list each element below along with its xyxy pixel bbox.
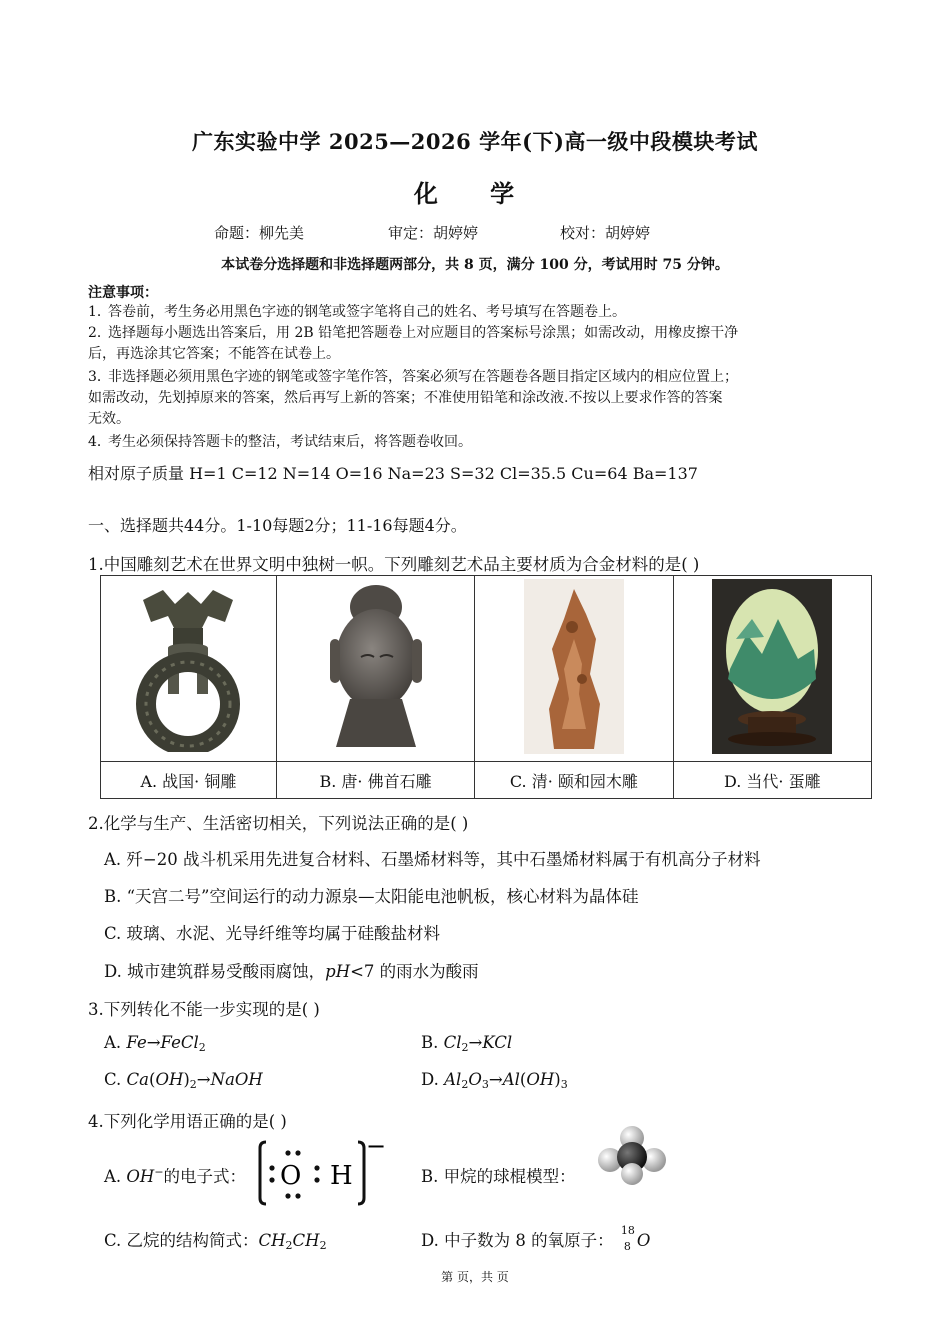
option-text: C. 乙烷的结构简式： (104, 1231, 259, 1250)
charge-sign: − (366, 1138, 386, 1160)
note-text: 答卷前，考生务必用黑色字迹的钢笔或签字笔将自己的姓名、考号填写在答题卷上。 (108, 304, 626, 320)
note-number: 2． (88, 325, 111, 341)
option-label: C. (104, 1070, 127, 1089)
author-credit: 命题：柳先美 (214, 224, 305, 242)
note-text: 考生必须保持答题卡的整洁，考试结束后，将答题卷收回。 (108, 434, 472, 450)
question-2-option-a: A. 歼−20 战斗机采用先进复合材料、石墨烯材料等，其中石墨烯材料属于有机高分子材料 (104, 850, 761, 869)
element-symbol: O (636, 1231, 651, 1250)
hydrogen-symbol: H (330, 1161, 353, 1191)
question-3-option-b: B. $Cl_2\to KCl$ (421, 1033, 513, 1054)
note-item (88, 432, 472, 453)
question-2-option-b: B. “天宫二号”空间运行的动力源泉—太阳能电池帆板，核心材料为晶体硅 (104, 887, 639, 906)
atomic-number: 8 (623, 1239, 631, 1253)
nuclide-notation (619, 1223, 637, 1253)
atomic-masses: 相对原子质量 H=1 C=12 N=14 O=16 Na=23 S=32 Cl=35.5 Cu=64 Ba=137 (88, 464, 698, 483)
oxygen-symbol: O (280, 1161, 302, 1191)
note-item (88, 323, 738, 344)
note-item (88, 302, 626, 323)
subject-title: 化 学 (413, 179, 537, 208)
option-text: <7 的雨水为酸雨 (350, 962, 479, 981)
option-label: A. (104, 1033, 127, 1052)
option-label: B. (421, 1033, 444, 1052)
reviewer-credit: 审定：胡婷婷 (388, 224, 479, 242)
question-3-option-d: D. $Al_2O_3\to Al(OH)_3$ (421, 1070, 568, 1091)
question-3-option-c: C. $Ca(OH)_2\to NaOH$ (104, 1070, 263, 1091)
bronze-ring-image (101, 576, 277, 762)
note-continuation: 后，再选涂其它答案；不能答在试卷上。 (88, 346, 340, 362)
hydroxide-lewis-structure (258, 1138, 386, 1208)
exam-title: 广东实验中学 2025—2026 学年(下)高一级中段模块考试 (192, 129, 758, 154)
methane-ball-stick-model (596, 1124, 668, 1186)
mass-number: 18 (620, 1223, 635, 1237)
question-4-option-c: C. 乙烷的结构简式：$CH_2CH_2$ (104, 1231, 327, 1252)
option-label: D. (421, 1070, 445, 1089)
note-continuation: 如需改动，先划掉原来的答案，然后再写上新的答案；不准使用铅笔和涂改液.不按以上要求作答的答案 (88, 390, 723, 406)
buddha-head-image (276, 576, 474, 762)
question-1-stem: 1.中国雕刻艺术在世界文明中独树一帜。下列雕刻艺术品主要材质为合金材料的是( ) (88, 555, 700, 574)
egg-carving-image (673, 576, 871, 762)
option-label: A. (104, 1167, 127, 1186)
question-4-stem: 4.下列化学用语正确的是( ) (88, 1112, 287, 1131)
notes-heading: 注意事项： (88, 285, 158, 301)
option-caption: A. 战国· 铜雕 (101, 762, 277, 799)
page-footer: 第 页，共 页 (441, 1270, 509, 1284)
question-4-option-d (421, 1223, 651, 1253)
note-text: 选择题每小题选出答案后，用 2B 铅笔把答题卷上对应题目的答案标号涂黑；如需改动，用橡皮擦干净 (108, 325, 739, 341)
hydroxide-formula: OH (126, 1167, 155, 1186)
option-caption: C. 清· 颐和园木雕 (475, 762, 673, 799)
option-caption: D. 当代· 蛋雕 (673, 762, 871, 799)
option-text: D. 城市建筑群易受酸雨腐蚀， (104, 962, 326, 981)
note-continuation: 无效。 (88, 411, 130, 427)
question-4-option-b: B. 甲烷的球棍模型： (421, 1167, 576, 1186)
question-3-stem: 3.下列转化不能一步实现的是( ) (88, 1000, 320, 1019)
note-number: 3． (88, 369, 111, 385)
note-item (88, 367, 738, 388)
option-text: D. 中子数为 8 的氧原子： (421, 1231, 614, 1250)
exam-info: 本试卷分选择题和非选择题两部分，共 8 页，满分 100 分，考试用时 75 分钟。 (221, 257, 729, 273)
wood-carving-image (475, 576, 673, 762)
question-1-table (100, 575, 872, 799)
proofreader-credit: 校对：胡婷婷 (560, 224, 651, 242)
ph-symbol: pH (325, 962, 351, 981)
question-2-option-c: C. 玻璃、水泥、光导纤维等均属于硅酸盐材料 (104, 924, 441, 943)
section-heading: 一、选择题共44分。1-10每题2分；11-16每题4分。 (88, 516, 467, 535)
question-2-option-d (104, 958, 479, 982)
note-number: 1． (88, 304, 111, 320)
question-2-stem: 2.化学与生产、生活密切相关，下列说法正确的是( ) (88, 814, 469, 833)
note-text: 非选择题必须用黑色字迹的钢笔或签字笔作答，答案必须写在答题卷各题目指定区域内的相应位置上； (108, 369, 738, 385)
option-caption: B. 唐· 佛首石雕 (276, 762, 474, 799)
note-number: 4． (88, 434, 111, 450)
option-text: 的电子式： (163, 1167, 247, 1186)
question-3-option-a: A. Fe→FeCl$_2$ (104, 1033, 206, 1054)
question-4-option-a: A. OH−的电子式： (104, 1165, 247, 1186)
